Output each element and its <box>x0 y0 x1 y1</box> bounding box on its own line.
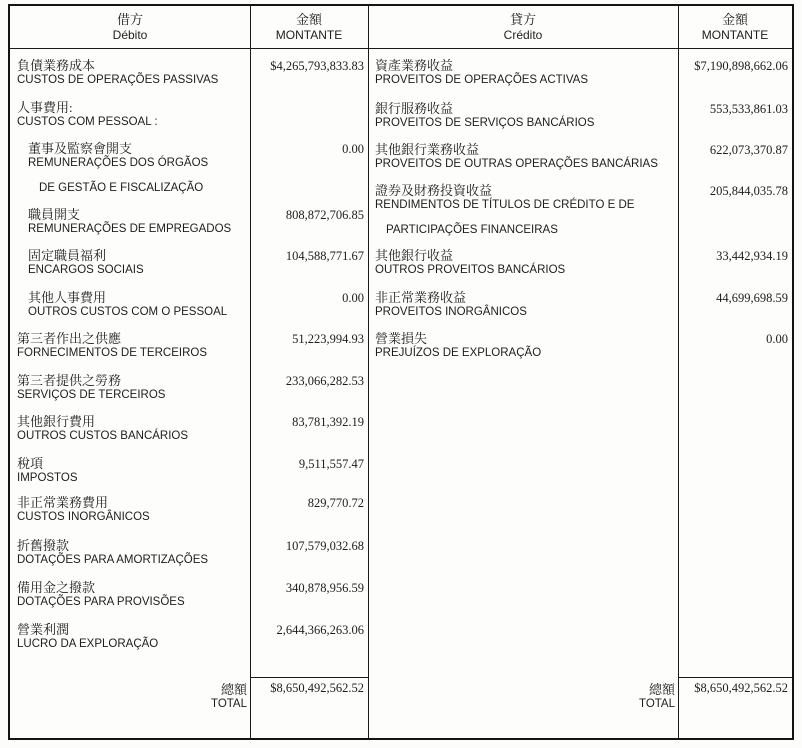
item-amount: 0.00 <box>766 332 788 346</box>
item-amount: $7,190,898,662.06 <box>694 59 788 73</box>
credit-item <box>368 58 792 87</box>
item-label-zh: 負債業務成本 <box>17 58 96 73</box>
item-amount: 553,533,861.03 <box>709 102 788 116</box>
header-credit-amount-zh: 金額 <box>721 12 748 27</box>
item-amount: 340,878,956.59 <box>285 581 364 595</box>
item-label-zh: 稅項 <box>17 456 44 471</box>
item-label-zh: 營業利潤 <box>17 622 70 637</box>
item-amount: 0.00 <box>342 142 364 156</box>
header-debit-zh: 借方 <box>116 12 143 27</box>
header-debit-pt: Débito <box>112 28 148 42</box>
credit-item <box>368 248 792 277</box>
header-debit-amount-pt: MONTANTE <box>275 28 343 42</box>
item-label-zh: 第三者作出之供應 <box>17 331 122 346</box>
credit-item <box>368 183 792 237</box>
item-amount: 104,588,771.67 <box>285 249 364 263</box>
item-amount: 0.00 <box>342 291 364 305</box>
debit-total-amount: $8,650,492,562.52 <box>270 681 364 695</box>
header-debit-amount-zh: 金額 <box>295 12 322 27</box>
item-label-zh: 固定職員福利 <box>28 248 107 263</box>
item-label-pt-cont: PARTICIPAÇÕES FINANCEIRAS <box>386 224 558 236</box>
item-label-zh: 備用金之撥款 <box>17 580 96 595</box>
item-amount: 33,442,934.19 <box>716 249 788 263</box>
item-label-zh: 其他銀行業務收益 <box>375 142 480 157</box>
debit-item <box>10 622 368 651</box>
item-label-pt: LUCRO DA EXPLORAÇÃO <box>17 638 159 650</box>
total-label-pt: TOTAL <box>211 698 247 710</box>
item-label-pt: CUSTOS DE OPERAÇÕES PASSIVAS <box>17 74 219 86</box>
item-label-pt: OUTROS CUSTOS COM O PESSOAL <box>28 306 228 318</box>
item-label-pt: PROVEITOS INORGÂNICOS <box>375 306 527 318</box>
item-amount: 83,781,392.19 <box>292 415 364 429</box>
total-label-zh: 總額 <box>220 682 247 697</box>
item-label-pt: RENDIMENTOS DE TÍTULOS DE CRÉDITO E DE <box>375 199 635 211</box>
debit-item <box>10 248 368 277</box>
debit-item <box>10 290 368 319</box>
item-label-pt: CUSTOS COM PESSOAL : <box>17 116 158 128</box>
item-amount: $4,265,793,833.83 <box>270 59 364 73</box>
item-label-pt: ENCARGOS SOCIAIS <box>28 264 144 276</box>
debit-column <box>10 6 368 738</box>
item-amount: 107,579,032.68 <box>285 539 364 553</box>
item-label-zh: 其他人事費用 <box>28 290 107 305</box>
item-label-zh: 銀行服務收益 <box>375 101 454 116</box>
item-label-zh: 其他銀行費用 <box>17 414 96 429</box>
header-credit-zh: 貸方 <box>509 12 536 27</box>
item-label-pt-cont: DE GESTÃO E FISCALIZAÇÃO <box>39 182 204 194</box>
item-label-pt: IMPOSTOS <box>17 472 78 484</box>
item-label-zh: 非正常業務費用 <box>17 495 109 510</box>
item-label-pt: PROVEITOS DE SERVIÇOS BANCÁRIOS <box>375 117 595 129</box>
header-credit-amount-pt: MONTANTE <box>701 28 769 42</box>
item-label-pt: REMUNERAÇÕES DE EMPREGADOS <box>28 223 232 235</box>
credit-item <box>368 142 792 171</box>
item-label-pt: SERVIÇOS DE TERCEIROS <box>17 389 166 401</box>
total-label-pt: TOTAL <box>639 698 675 710</box>
debit-total-label <box>211 682 247 711</box>
header-credit-pt: Crédito <box>503 28 543 42</box>
item-amount: 205,844,035.78 <box>709 184 788 198</box>
item-label-zh: 職員開支 <box>28 207 81 222</box>
item-amount: 9,511,557.47 <box>298 457 364 471</box>
item-label-pt: OUTROS PROVEITOS BANCÁRIOS <box>375 264 566 276</box>
item-label-pt: DOTAÇÕES PARA PROVISÕES <box>17 596 185 608</box>
credit-total-amount: $8,650,492,562.52 <box>694 681 788 695</box>
debit-item <box>10 538 368 567</box>
debit-item <box>10 331 368 360</box>
item-amount: 233,066,282.53 <box>285 374 364 388</box>
item-label-pt: CUSTOS INORGÂNICOS <box>17 511 150 523</box>
item-amount: 44,699,698.59 <box>716 291 788 305</box>
item-label-zh: 非正常業務收益 <box>375 290 467 305</box>
total-label-zh: 總額 <box>648 682 675 697</box>
debit-item <box>10 414 368 443</box>
item-label-pt: PROVEITOS DE OUTRAS OPERAÇÕES BANCÁRIAS <box>375 158 658 170</box>
item-amount: 2,644,366,263.06 <box>276 623 364 637</box>
debit-item <box>10 456 368 485</box>
debit-item <box>10 58 368 87</box>
debit-item <box>10 100 368 129</box>
item-amount: 808,872,706.85 <box>285 208 364 222</box>
item-amount: 622,073,370.87 <box>709 143 788 157</box>
item-label-pt: PREJUÍZOS DE EXPLORAÇÃO <box>375 347 542 359</box>
credit-item <box>368 101 792 130</box>
item-amount: 51,223,994.93 <box>292 332 364 346</box>
item-label-pt: PROVEITOS DE OPERAÇÕES ACTIVAS <box>375 74 589 86</box>
debit-item <box>10 141 368 195</box>
debit-item <box>10 207 368 236</box>
profit-loss-table <box>8 4 794 740</box>
debit-item <box>10 495 368 524</box>
credit-column <box>368 6 792 738</box>
item-amount: 829,770.72 <box>307 496 364 510</box>
debit-item <box>10 580 368 609</box>
item-label-pt: OUTROS CUSTOS BANCÁRIOS <box>17 430 189 442</box>
credit-total-label <box>639 682 675 711</box>
item-label-zh: 折舊撥款 <box>17 538 70 553</box>
item-label-pt: FORNECIMENTOS DE TERCEIROS <box>17 347 207 359</box>
credit-item <box>368 290 792 319</box>
item-label-pt: DOTAÇÕES PARA AMORTIZAÇÕES <box>17 554 209 566</box>
item-label-zh: 證券及財務投資收益 <box>375 183 493 198</box>
item-label-zh: 董事及監察會開支 <box>28 141 133 156</box>
item-label-zh: 第三者提供之勞務 <box>17 373 122 388</box>
item-label-zh: 人事費用: <box>17 100 73 115</box>
credit-item <box>368 331 792 360</box>
item-label-pt: REMUNERAÇÕES DOS ÓRGÃOS <box>28 157 209 169</box>
item-label-zh: 資產業務收益 <box>375 58 454 73</box>
debit-item <box>10 373 368 402</box>
item-label-zh: 其他銀行收益 <box>375 248 454 263</box>
item-label-zh: 營業損失 <box>375 331 428 346</box>
